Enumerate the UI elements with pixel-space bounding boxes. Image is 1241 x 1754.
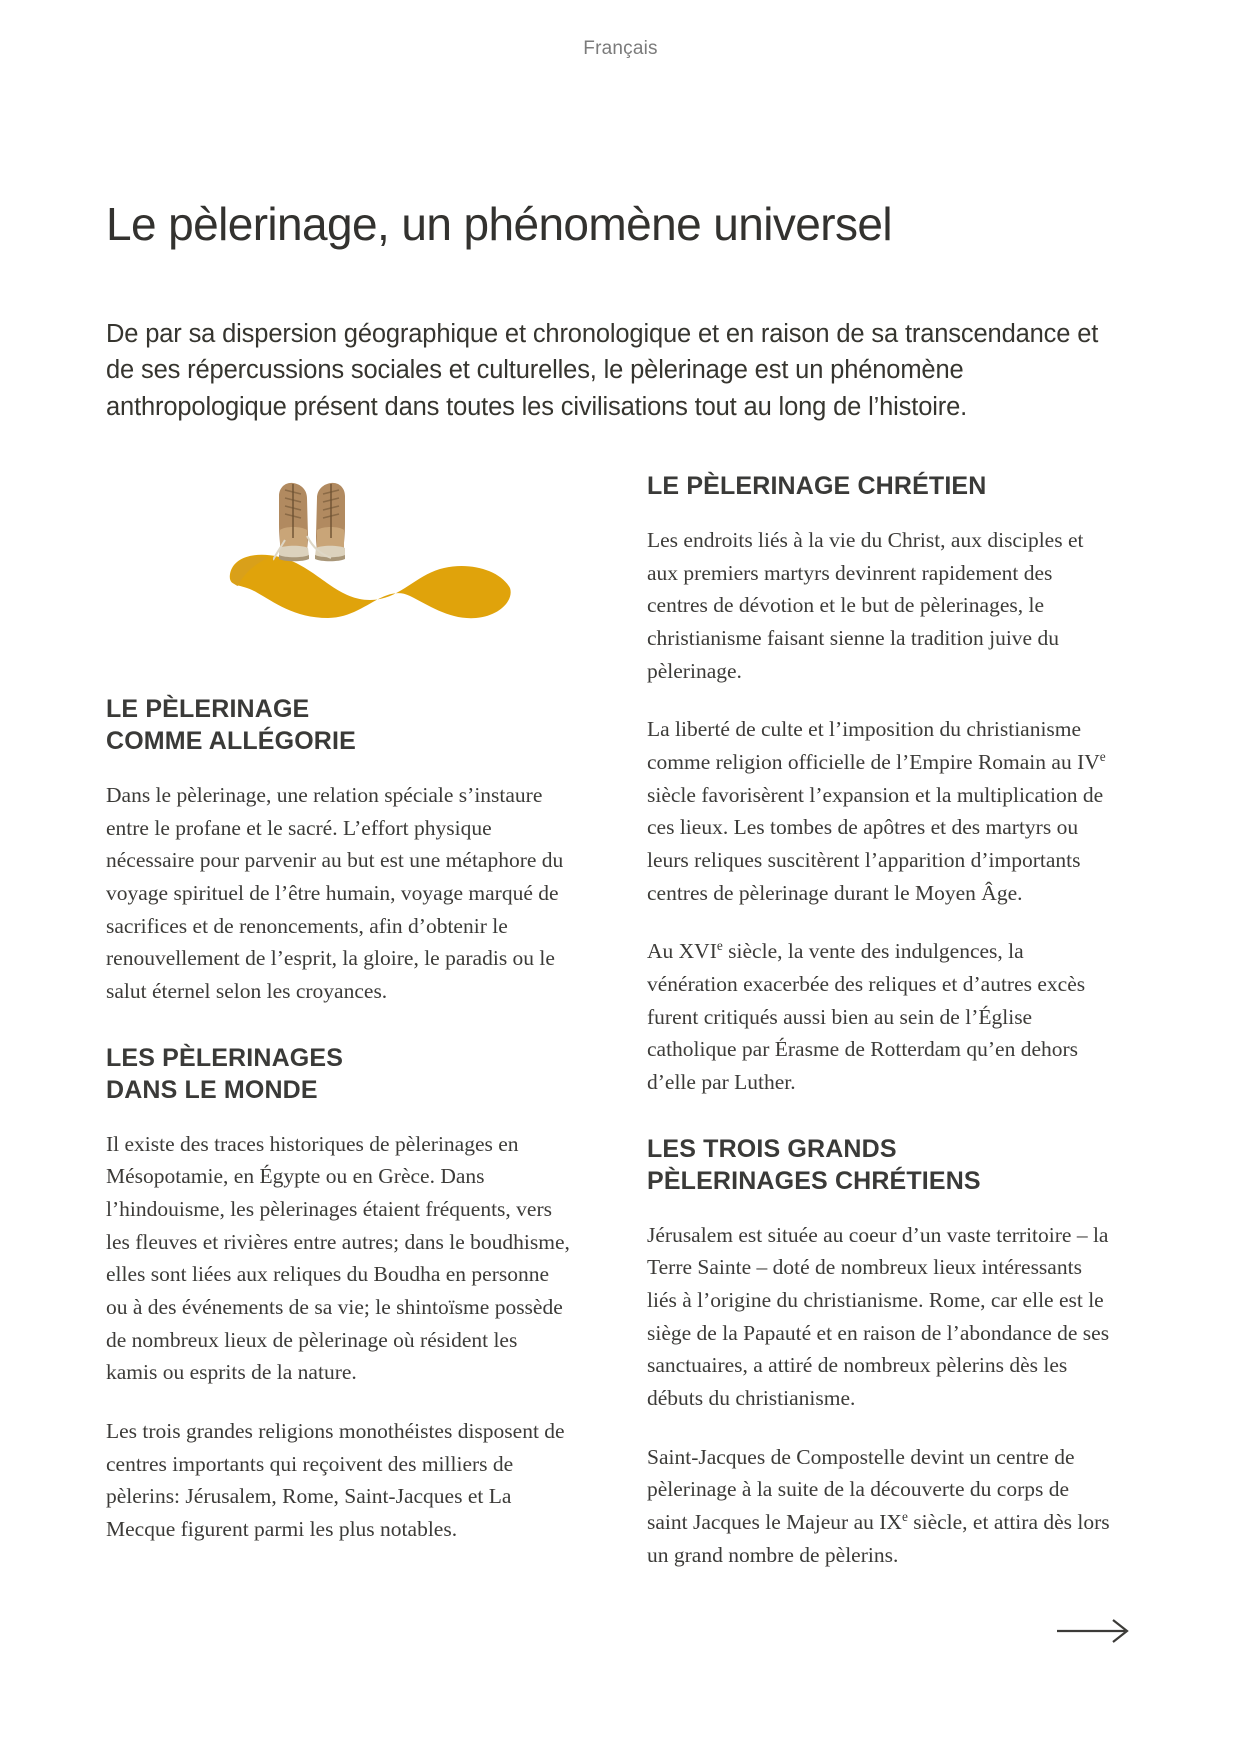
section-pelerinage-chretien xyxy=(647,470,1113,1099)
section-heading: LE PÈLERINAGE CHRÉTIEN xyxy=(647,472,987,500)
paragraph-text-post: siècle, la vente des indulgences, la vénération exacerbée des reliques et d’autres excès furent critiqués aussi bien au sein de l’Église catholique par Érasme de Rotterdam qu’en dehors d’elle par Luther. xyxy=(647,939,1086,1095)
paragraph-text-post: siècle, et attira dès lors un grand nombre de pèlerins. xyxy=(647,1510,1110,1567)
ordinal-superscript: e xyxy=(716,938,723,954)
boots-illustration xyxy=(106,470,572,645)
section-heading: LES TROIS GRANDS PÈLERINAGES CHRÉTIENS xyxy=(647,1134,981,1195)
running-head-language: Français xyxy=(583,38,658,59)
body-paragraph xyxy=(647,713,1113,909)
hiking-boots-icon xyxy=(273,478,351,564)
body-paragraph: Il existe des traces historiques de pèlerinages en Mésopotamie, en Égypte ou en Grèce. Dans l’hindouisme, les pèlerinages étaient fréquents, vers les fleuves et rivières entre autres; dans le boudhisme, elles sont liées aux reliques du Boudha en personne ou à des événements de sa vie; le shintoïsme possède de nombreux lieux de pèlerinage où résident les kamis ou esprits de la nature. xyxy=(106,1131,570,1385)
body-paragraph: Les trois grandes religions monothéistes disposent de centres importants qui reçoivent des milliers de pèlerins: Jérusalem, Rome, Saint-Jacques et La Mecque figurent parmi les plus notables. xyxy=(106,1419,565,1542)
section-heading: LES PÈLERINAGES DANS LE MONDE xyxy=(106,1043,344,1104)
paragraph-text-pre: Au XVI xyxy=(647,939,717,964)
paragraph-text-pre: Saint-Jacques de Compostelle devint un centre de pèlerinage à la suite de la découverte du corps de saint Jacques le Majeur au IX xyxy=(647,1444,1075,1535)
body-paragraph xyxy=(647,1441,1113,1572)
ordinal-superscript: e xyxy=(901,1508,908,1524)
yellow-brush-stroke-icon xyxy=(224,530,514,620)
section-pelerinages-dans-le-monde xyxy=(106,1042,572,1546)
section-heading: LE PÈLERINAGE COMME ALLÉGORIE xyxy=(106,695,356,755)
section-trois-grands-pelerinages xyxy=(647,1133,1113,1572)
section-pelerinage-comme-allegorie xyxy=(106,693,572,1008)
column-right xyxy=(647,470,1113,1571)
ordinal-superscript: e xyxy=(1099,748,1106,764)
body-paragraph: Dans le pèlerinage, une relation spéciale s’instaure entre le profane et le sacré. L’effort physique nécessaire pour parvenir au but est une métaphore du voyage spirituel de l’être humain, voyage marqué de sacrifices et de renoncements, afin d’obtenir le renouvellement de l’esprit, la gloire, le paradis ou le salut éternel selon les croyances. xyxy=(106,783,564,1004)
page-title: Le pèlerinage, un phénomène universel xyxy=(106,197,892,250)
paragraph-text-pre: La liberté de culte et l’imposition du christianisme comme religion officielle de l’Empire Romain au IV xyxy=(647,717,1100,775)
body-paragraph xyxy=(647,935,1113,1098)
body-paragraph: Les endroits liés à la vie du Christ, aux disciples et aux premiers martyrs devinrent rapidement des centres de dévotion et le but de pèlerinages, le christianisme faisant sienne la tradition juive du pèlerinage. xyxy=(647,528,1084,683)
next-page-arrow-icon[interactable] xyxy=(1055,1616,1133,1646)
body-paragraph: Jérusalem est située au coeur d’un vaste territoire – la Terre Sainte – doté de nombreux lieux intéressants liés à l’origine du christianisme. Rome, car elle est le siège de la Papauté et en raison de l’abondance de ses sanctuaires, a attiré de nombreux pèlerins dès les débuts du christianisme. xyxy=(647,1222,1110,1411)
column-left xyxy=(106,470,572,1546)
paragraph-text-post: siècle favorisèrent l’expansion et la multiplication de ces lieux. Les tombes de apôtres et des martyrs ou leurs reliques suscitèrent l’apparition d’importants centres de pèlerinage durant le Moyen Âge. xyxy=(647,782,1104,905)
intro-standfirst: De par sa dispersion géographique et chronologique et en raison de sa transcendance et de ses répercussions sociales et culturelles, le pèlerinage est un phénomène anthropologique présent dans toutes les civilisations tout au long de l’histoire. xyxy=(106,319,1099,422)
